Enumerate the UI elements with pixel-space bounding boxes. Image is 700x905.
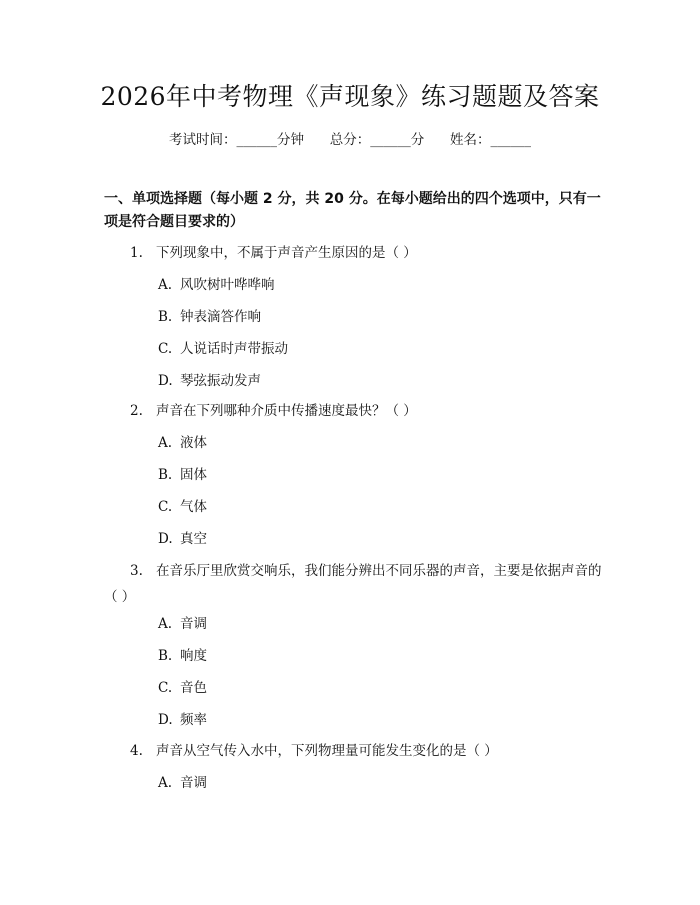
- section-heading: 一、单项选择题（每小题 2 分，共 20 分。在每小题给出的四个选项中，只有一项是符合题目要求的）: [104, 191, 601, 230]
- option-text: 音色: [180, 680, 207, 696]
- option-text: 钟表滴答作响: [180, 309, 261, 325]
- time-label: 考试时间：: [169, 132, 237, 148]
- option-text: 风吹树叶哗哗响: [180, 277, 275, 293]
- option-2a: [158, 433, 598, 453]
- option-letter: B.: [158, 309, 173, 325]
- exam-meta: [0, 130, 700, 150]
- option-3c: [158, 678, 598, 698]
- question-number: 4.: [130, 743, 143, 759]
- option-letter: A.: [158, 616, 173, 632]
- option-2d: [158, 529, 598, 549]
- option-letter: C.: [158, 341, 173, 357]
- option-text: 音调: [180, 775, 207, 791]
- option-2b: [158, 465, 598, 485]
- question-text: 声音在下列哪种介质中传播速度最快？（ ）: [156, 403, 417, 419]
- option-text: 音调: [180, 616, 207, 632]
- option-letter: C.: [158, 499, 173, 515]
- option-text: 液体: [180, 435, 207, 451]
- option-text: 琴弦振动发声: [180, 373, 261, 389]
- option-letter: A.: [158, 277, 173, 293]
- option-letter: A.: [158, 775, 173, 791]
- question-text: 下列现象中，不属于声音产生原因的是（ ）: [156, 245, 417, 261]
- option-4a: [158, 773, 598, 793]
- question-text: 在音乐厅里欣赏交响乐，我们能分辨出不同乐器的声音，主要是依据声音的（ ）: [104, 563, 602, 605]
- option-letter: D.: [158, 531, 173, 547]
- question-number: 1.: [130, 245, 143, 261]
- time-unit: 分钟: [277, 132, 304, 148]
- question-1: [104, 240, 604, 266]
- question-4: [104, 738, 604, 764]
- option-text: 真空: [180, 531, 207, 547]
- option-text: 气体: [180, 499, 207, 515]
- option-letter: B.: [158, 467, 173, 483]
- option-1c: [158, 339, 598, 359]
- option-3d: [158, 710, 598, 730]
- question-3: [104, 558, 604, 610]
- question-2: [104, 398, 604, 424]
- option-letter: D.: [158, 712, 173, 728]
- option-1d: [158, 371, 598, 391]
- option-letter: C.: [158, 680, 173, 696]
- name-blank: ______: [490, 132, 531, 148]
- score-label: 总分：: [329, 132, 371, 148]
- question-number: 3.: [130, 563, 143, 579]
- page-title: 2026年中考物理《声现象》练习题题及答案: [100, 82, 600, 111]
- option-text: 响度: [180, 648, 207, 664]
- score-unit: 分: [410, 132, 425, 148]
- question-text: 声音从空气传入水中，下列物理量可能发生变化的是（ ）: [156, 743, 498, 759]
- option-3a: [158, 614, 598, 634]
- question-number: 2.: [130, 403, 143, 419]
- option-1b: [158, 307, 598, 327]
- option-1a: [158, 275, 598, 295]
- option-text: 固体: [180, 467, 207, 483]
- option-letter: B.: [158, 648, 173, 664]
- option-text: 频率: [180, 712, 207, 728]
- option-letter: A.: [158, 435, 173, 451]
- option-2c: [158, 497, 598, 517]
- score-blank: ______: [370, 132, 411, 148]
- name-label: 姓名：: [450, 132, 491, 148]
- time-blank: ______: [236, 132, 277, 148]
- option-text: 人说话时声带振动: [180, 341, 288, 357]
- option-3b: [158, 646, 598, 666]
- option-letter: D.: [158, 373, 173, 389]
